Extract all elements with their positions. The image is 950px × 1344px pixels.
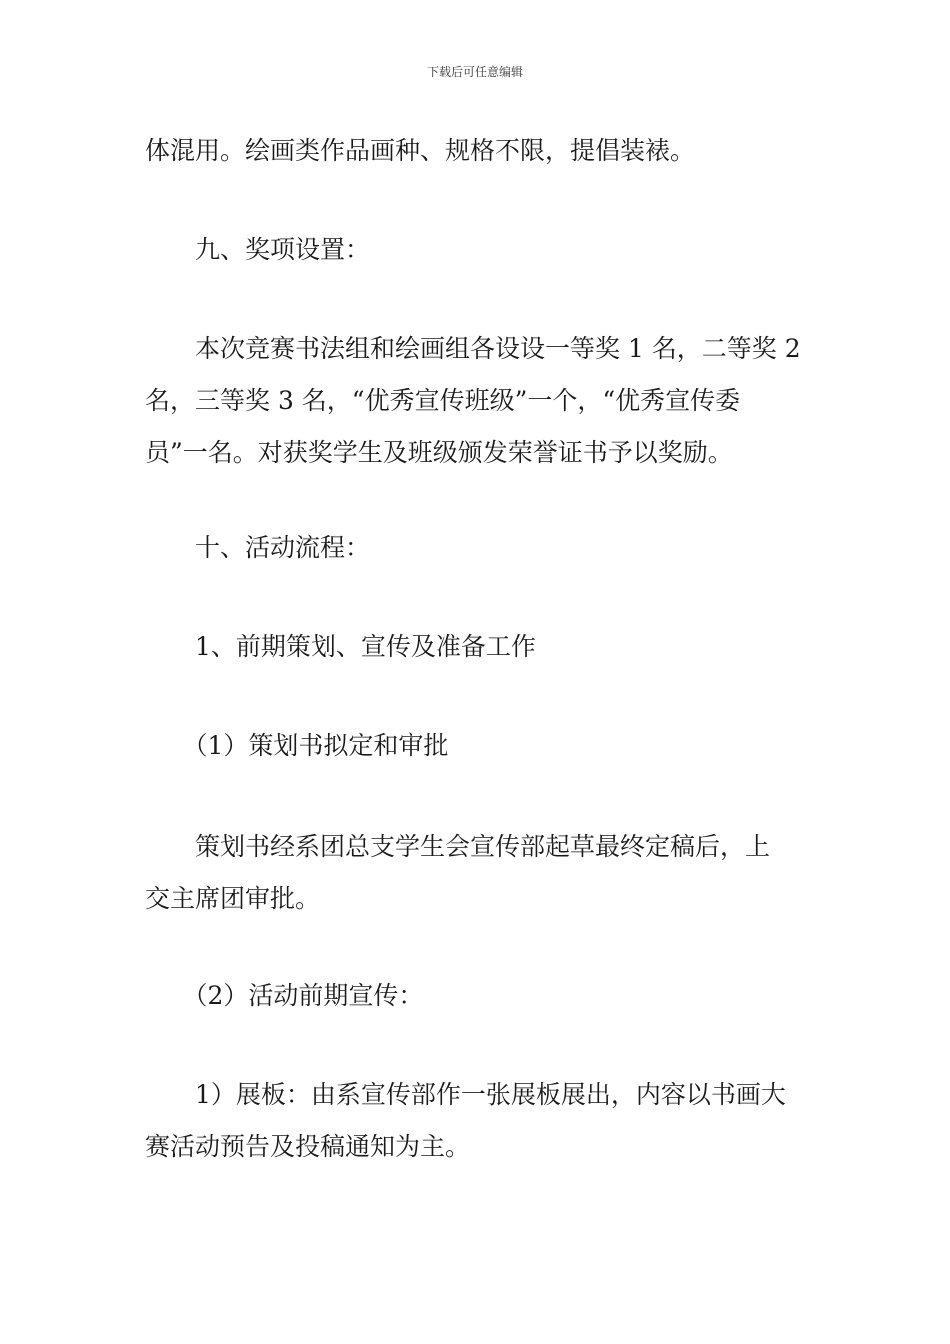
paragraph-plan-approval	[145, 821, 807, 925]
text-line: 体混用。绘画类作品画种、规格不限，提倡装裱。	[145, 136, 696, 165]
heading-awards	[145, 224, 807, 276]
paragraph-painting-rules	[145, 125, 807, 177]
subheading-plan-approval	[145, 720, 807, 772]
text-line: 九、奖项设置：	[145, 235, 371, 264]
heading-process	[145, 522, 807, 574]
paragraph-awards	[145, 323, 807, 479]
text-line: 1、前期策划、宣传及准备工作	[145, 632, 536, 661]
text-line: 交主席团审批。	[145, 884, 321, 913]
paragraph-display-board	[145, 1069, 807, 1173]
text-line: 赛活动预告及投稿通知为主。	[145, 1132, 471, 1161]
text-line: 名，三等奖 3 名，“优秀宣传班级”一个，“优秀宣传委	[145, 386, 741, 415]
text-line: （2）活动前期宣传：	[145, 981, 424, 1010]
page-header: 下载后可任意编辑	[426, 65, 523, 79]
text-line: 十、活动流程：	[145, 533, 371, 562]
heading-preparation	[145, 621, 807, 673]
text-line: 员”一名。对获奖学生及班级颁发荣誉证书予以奖励。	[145, 438, 733, 467]
text-line: （1）策划书拟定和审批	[145, 731, 449, 760]
text-line: 本次竞赛书法组和绘画组各设设一等奖 1 名，二等奖 2	[145, 334, 801, 363]
subheading-promotion	[145, 970, 807, 1022]
text-line: 1）展板：由系宣传部作一张展板展出，内容以书画大	[145, 1080, 786, 1109]
text-line: 策划书经系团总支学生会宣传部起草最终定稿后，上	[145, 832, 771, 861]
